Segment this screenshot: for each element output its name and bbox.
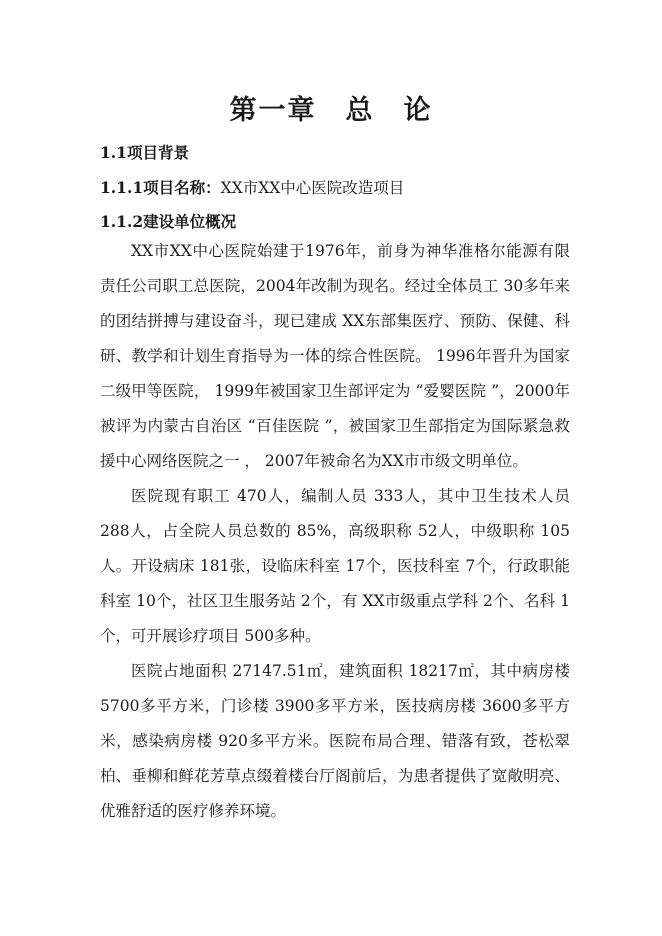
paragraph-facilities: 医院占地面积 27147.51㎡，建筑面积 18217㎡，其中病房楼 5700多平方米，门诊楼 3900多平方米，医技病房楼 3600多平方米，感染病房楼 920多平方米。医院布局合理、错落有致，苍松翠柏、垂柳和鲜花芳草点缀着楼台厅阁前后，为患者提供了宽敞明亮、优雅舒适的医疗修养环境。: [100, 662, 570, 820]
project-name-value: XX市XX中心医院改造项目: [220, 179, 405, 197]
section-heading-1-1-1: [100, 176, 404, 198]
body-text: [100, 234, 570, 829]
chapter-title: 第一章 总 论: [229, 95, 433, 126]
paragraph-hospital-history: XX市XX中心医院始建于1976年，前身为神华准格尔能源有限责任公司职工总医院，2004年改制为现名。经过全体员工 30多年来的团结拼搏与建设奋斗，现已建成 XX东部集医疗、预防、保健、科研、教学和计划生育指导为一体的综合性医院。 1996年晋升为国家二级甲等医院， 1999年被国家卫生部评定为 “爱婴医院 ”，2000年被评为内蒙古自治区 “百佳医院 ”，被国家卫生部指定为国际紧急救援中心网络医院之一 ， 2007年被命名为XX市市级文明单位。: [100, 242, 570, 470]
paragraph-staff-overview: 医院现有职工 470人，编制人员 333人，其中卫生技术人员 288人，占全院人员总数的 85%，高级职称 52人，中级职称 105人。开设病床 181张，设临床科室 17个，医技科室 7个，行政职能科室 10个，社区卫生服务站 2个，有 XX市级重点学科 2个、名科 1个，可开展诊疗项目 500多种。: [100, 487, 570, 645]
section-heading-1-1-2: 1.1.2建设单位概况: [100, 212, 237, 231]
project-name-label: 1.1.1项目名称：: [100, 178, 221, 197]
section-heading-1-1: 1.1项目背景: [100, 143, 189, 162]
